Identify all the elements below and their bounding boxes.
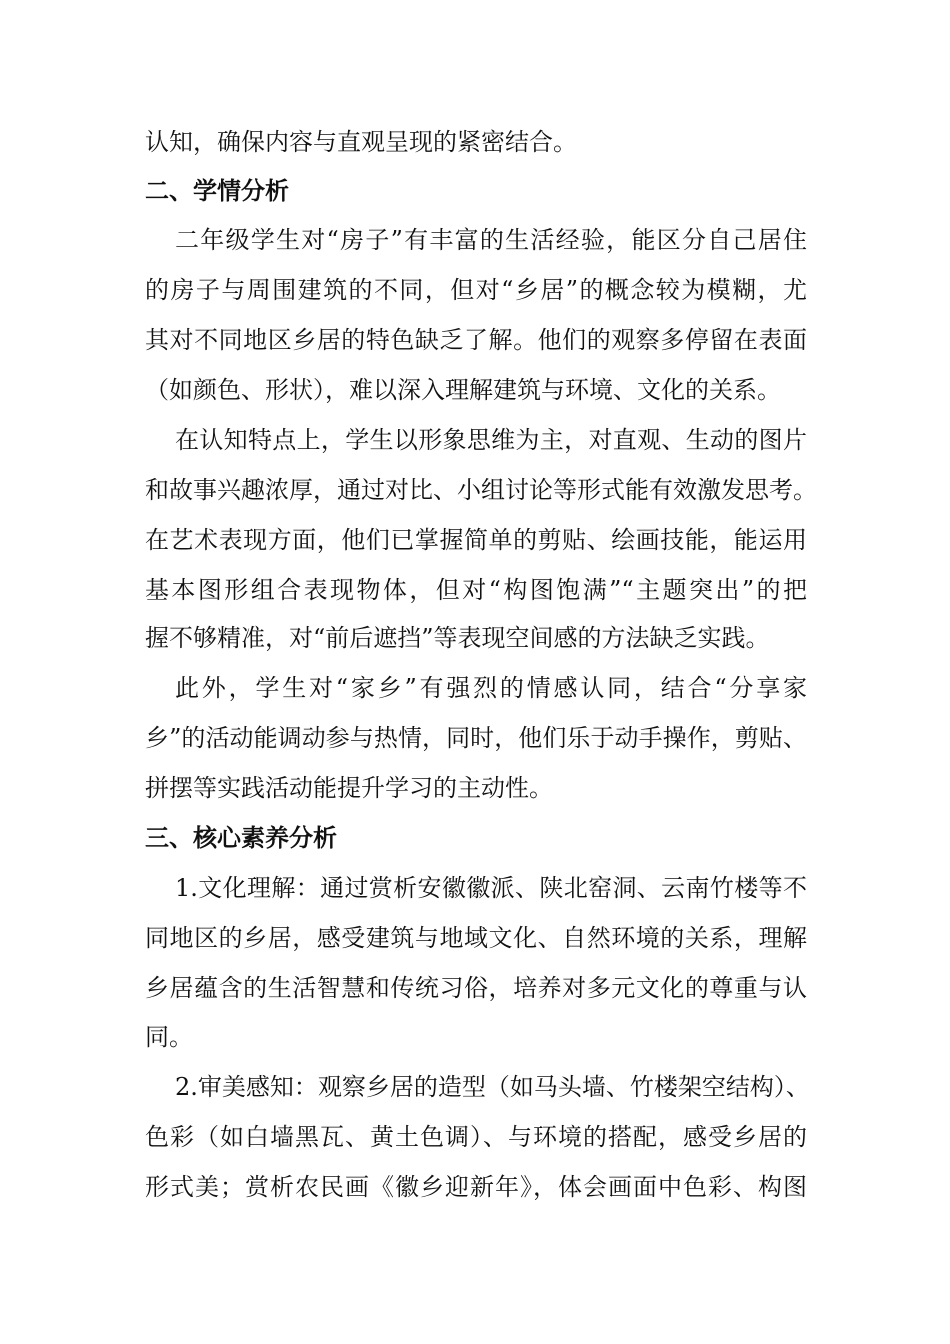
paragraph-line: 色彩（如白墙黑瓦、黄土色调）、与环境的搭配，感受乡居的 <box>145 1123 807 1151</box>
paragraph-line: 二年级学生对“房子”有丰富的生活经验，能区分自己居住 <box>175 226 807 254</box>
paragraph-line: 在认知特点上，学生以形象思维为主，对直观、生动的图片 <box>175 426 807 454</box>
paragraph-line: 同地区的乡居，感受建筑与地域文化、自然环境的关系，理解 <box>145 924 807 952</box>
paragraph-line: 同。 <box>145 1023 193 1051</box>
paragraph-line: 基本图形组合表现物体，但对“构图饱满”“主题突出”的把 <box>145 576 807 604</box>
paragraph-line: 1.文化理解：通过赏析安徽徽派、陕北窑洞、云南竹楼等不 <box>175 874 807 902</box>
paragraph-line: 拼摆等实践活动能提升学习的主动性。 <box>145 774 553 802</box>
paragraph-line: 乡居蕴含的生活智慧和传统习俗，培养对多元文化的尊重与认 <box>145 974 807 1002</box>
paragraph-line: 2.审美感知：观察乡居的造型（如马头墙、竹楼架空结构）、 <box>175 1073 810 1101</box>
section-heading: 三、核心素养分析 <box>145 824 337 852</box>
paragraph-line: 乡”的活动能调动参与热情，同时，他们乐于动手操作，剪贴、 <box>145 724 807 752</box>
section-heading: 二、学情分析 <box>145 177 289 205</box>
paragraph-line: （如颜色、形状），难以深入理解建筑与环境、文化的关系。 <box>145 376 781 404</box>
paragraph-line: 此外，学生对“家乡”有强烈的情感认同，结合“分享家 <box>175 674 807 702</box>
paragraph-line: 握不够精准，对“前后遮挡”等表现空间感的方法缺乏实践。 <box>145 624 770 652</box>
paragraph-line: 的房子与周围建筑的不同，但对“乡居”的概念较为模糊，尤 <box>145 276 807 304</box>
paragraph-line: 在艺术表现方面，他们已掌握简单的剪贴、绘画技能，能运用 <box>145 526 807 554</box>
paragraph-line: 和故事兴趣浓厚，通过对比、小组讨论等形式能有效激发思考。 <box>145 476 817 504</box>
paragraph-line: 其对不同地区乡居的特色缺乏了解。他们的观察多停留在表面 <box>145 326 807 354</box>
paragraph-line: 形式美；赏析农民画《徽乡迎新年》，体会画面中色彩、构图 <box>145 1173 807 1201</box>
paragraph-line: 认知，确保内容与直观呈现的紧密结合。 <box>145 128 577 156</box>
